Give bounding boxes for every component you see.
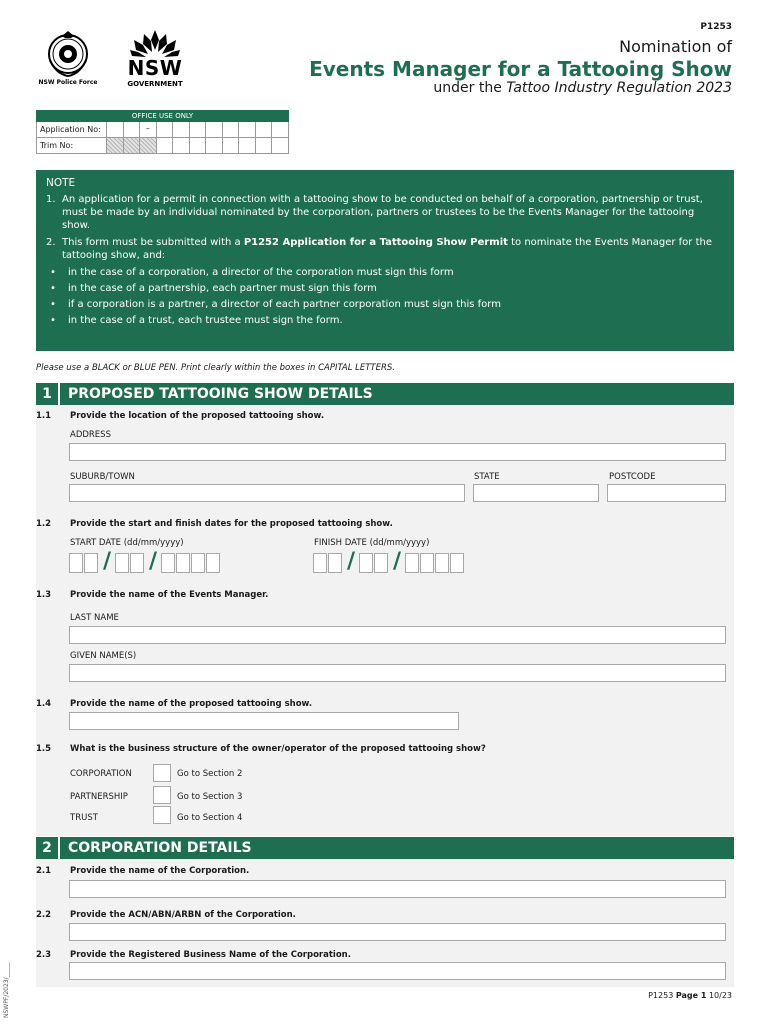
footer-form-code: P1253: [648, 991, 674, 1000]
page-number: Page 1: [675, 991, 707, 1000]
state-input[interactable]: [473, 484, 599, 502]
note-text-part: to nominate the Events Manager for the tattooing show, and:: [62, 237, 713, 261]
question-text: Provide the Registered Business Name of the Corporation.: [70, 950, 351, 960]
question-number: 1.1: [36, 411, 52, 421]
note-text: [62, 236, 724, 262]
bullet-icon: •: [50, 267, 56, 278]
address-label: ADDRESS: [70, 430, 111, 440]
option-goto: Go to Section 3: [177, 792, 243, 802]
date-digit-box[interactable]: [359, 553, 373, 573]
footer-date: 10/23: [708, 991, 732, 1000]
address-input[interactable]: [69, 443, 726, 461]
nsw-wordmark: NSW: [127, 56, 183, 80]
office-cell: [190, 138, 207, 153]
date-digit-box[interactable]: [84, 553, 98, 573]
question-text: What is the business structure of the owner/operator of the proposed tattooing show?: [70, 744, 486, 754]
date-digit-box[interactable]: [420, 553, 434, 573]
bullet-text: in the case of a trust, each trustee must sign the form.: [68, 315, 343, 326]
note-title: NOTE: [46, 177, 76, 189]
date-digit-box[interactable]: [115, 553, 129, 573]
date-digit-box[interactable]: [450, 553, 464, 573]
bullet-text: in the case of a partnership, each partner must sign this form: [68, 283, 377, 294]
question-number: 1.4: [36, 699, 52, 709]
application-dash: –: [140, 122, 157, 137]
question-text: Provide the start and finish dates for the proposed tattooing show.: [70, 519, 393, 529]
given-names-label: GIVEN NAME(S): [70, 651, 137, 661]
bullet-icon: •: [50, 299, 56, 310]
option-corporation-label: CORPORATION: [70, 769, 132, 779]
nsw-government-text: GOVERNMENT: [127, 80, 183, 88]
office-cell: [157, 138, 174, 153]
section-2-header: [36, 837, 734, 859]
office-cell: [272, 122, 289, 137]
office-cell: [223, 138, 240, 153]
office-cell: [206, 138, 223, 153]
date-digit-box[interactable]: [161, 553, 175, 573]
date-digit-box[interactable]: [130, 553, 144, 573]
side-form-code: NSWPF/2023/_____: [3, 962, 10, 1018]
question-text: Provide the name of the Corporation.: [70, 866, 250, 876]
section-title: PROPOSED TATTOOING SHOW DETAILS: [68, 386, 373, 402]
state-label: STATE: [474, 472, 500, 482]
bullet-text: if a corporation is a partner, a director of each partner corporation must sign this form: [68, 299, 501, 310]
application-no-row: [36, 122, 289, 138]
office-cell-shaded: [140, 138, 157, 153]
date-digit-box[interactable]: [374, 553, 388, 573]
office-cell: [239, 138, 256, 153]
question-text: Provide the ACN/ABN/ARBN of the Corporation.: [70, 910, 296, 920]
option-goto: Go to Section 2: [177, 769, 243, 779]
question-number: 2.3: [36, 950, 52, 960]
date-separator: /: [346, 549, 356, 574]
office-cell-shaded: [107, 138, 124, 153]
note-bullets: [46, 266, 724, 327]
question-number: 2.2: [36, 910, 52, 920]
last-name-label: LAST NAME: [70, 613, 119, 623]
show-name-input[interactable]: [69, 712, 459, 730]
office-cell: [256, 122, 273, 137]
office-cell: [157, 122, 174, 137]
postcode-label: POSTCODE: [609, 472, 656, 482]
office-cell: [223, 122, 240, 137]
office-cell: [190, 122, 207, 137]
police-crest-icon: [46, 30, 90, 78]
question-text: Provide the location of the proposed tattooing show.: [70, 411, 325, 421]
office-use-box: [36, 110, 289, 154]
question-number: 1.5: [36, 744, 52, 754]
list-item: [46, 314, 724, 327]
postcode-input[interactable]: [607, 484, 726, 502]
option-trust-label: TRUST: [70, 813, 98, 823]
question-number: 2.1: [36, 866, 52, 876]
option-goto: Go to Section 4: [177, 813, 243, 823]
page-footer: [648, 991, 732, 1000]
question-number: 1.2: [36, 519, 52, 529]
corporation-checkbox[interactable]: [153, 764, 171, 782]
last-name-input[interactable]: [69, 626, 726, 644]
corporation-name-input[interactable]: [69, 880, 726, 898]
office-cell: [256, 138, 273, 153]
nsw-police-logo: [34, 30, 102, 92]
section-title: CORPORATION DETAILS: [68, 840, 252, 856]
trim-no-row: [36, 138, 289, 154]
police-logo-text: NSW Police Force: [38, 79, 98, 86]
list-item: [46, 266, 724, 279]
trim-no-label: Trim No:: [37, 138, 107, 153]
form-title: Events Manager for a Tattooing Show: [309, 57, 732, 81]
title-line-3: [433, 80, 732, 96]
start-date-input[interactable]: [69, 551, 221, 573]
office-use-heading: OFFICE USE ONLY: [36, 110, 289, 122]
section-number: 1: [36, 383, 60, 405]
note-box: [36, 170, 734, 351]
date-digit-box[interactable]: [313, 553, 327, 573]
note-number: 1.: [46, 194, 56, 205]
acn-abn-input[interactable]: [69, 923, 726, 941]
question-text: Provide the name of the Events Manager.: [70, 590, 269, 600]
regulation-name: Tattoo Industry Regulation 2023: [506, 80, 732, 96]
start-date-label: START DATE (dd/mm/yyyy): [70, 538, 184, 548]
title-line-1: Nomination of: [619, 37, 732, 56]
date-digit-box[interactable]: [405, 553, 419, 573]
list-item: [46, 298, 724, 311]
trust-checkbox[interactable]: [153, 806, 171, 824]
date-digit-box[interactable]: [328, 553, 342, 573]
suburb-label: SUBURB/TOWN: [70, 472, 135, 482]
note-text-part: This form must be submitted with a: [62, 237, 244, 248]
office-cell: [239, 122, 256, 137]
finish-date-input[interactable]: [313, 551, 465, 573]
date-digit-box[interactable]: [435, 553, 449, 573]
office-cell: [272, 138, 289, 153]
waratah-icon: [128, 28, 182, 58]
partnership-checkbox[interactable]: [153, 786, 171, 804]
section-number: 2: [36, 837, 60, 859]
suburb-input[interactable]: [69, 484, 465, 502]
form-reference: P1252 Application for a Tattooing Show Permit: [243, 237, 508, 248]
section-1-panel: [36, 405, 734, 836]
title-prefix: under the: [433, 80, 507, 96]
date-separator: /: [392, 549, 402, 574]
date-separator: /: [148, 549, 158, 574]
application-no-label: Application No:: [37, 122, 107, 137]
nsw-government-logo: [122, 28, 188, 92]
question-number: 1.3: [36, 590, 52, 600]
date-digit-box[interactable]: [191, 553, 205, 573]
given-names-input[interactable]: [69, 664, 726, 682]
section-1-header: [36, 383, 734, 405]
bullet-text: in the case of a corporation, a director of the corporation must sign this form: [68, 267, 454, 278]
note-item-1: [46, 193, 724, 232]
office-cell-shaded: [124, 138, 141, 153]
date-digit-box[interactable]: [176, 553, 190, 573]
form-code: P1253: [700, 22, 732, 32]
date-separator: /: [102, 549, 112, 574]
form-header: [0, 0, 770, 110]
office-cell: [206, 122, 223, 137]
question-text: Provide the name of the proposed tattooing show.: [70, 699, 313, 709]
date-digit-box[interactable]: [69, 553, 83, 573]
list-item: [46, 282, 724, 295]
option-partnership-label: PARTNERSHIP: [70, 792, 128, 802]
office-cell: [107, 122, 124, 137]
date-digit-box[interactable]: [206, 553, 220, 573]
business-name-input[interactable]: [69, 962, 726, 980]
pen-instruction: Please use a BLACK or BLUE PEN. Print clearly within the boxes in CAPITAL LETTERS.: [36, 363, 396, 373]
bullet-icon: •: [50, 283, 56, 294]
bullet-icon: •: [50, 315, 56, 326]
office-cell: [173, 138, 190, 153]
note-text: An application for a permit in connection with a tattooing show to be conducted on behalf of a corporation, partnership or trust, must be made by an individual nominated by the corporation, partners or trustees to be the Events Manager for the tattooing show.: [62, 194, 703, 231]
note-number: 2.: [46, 237, 56, 248]
finish-date-label: FINISH DATE (dd/mm/yyyy): [314, 538, 430, 548]
note-item-2: [46, 236, 724, 262]
office-cell: [124, 122, 141, 137]
office-cell: [173, 122, 190, 137]
